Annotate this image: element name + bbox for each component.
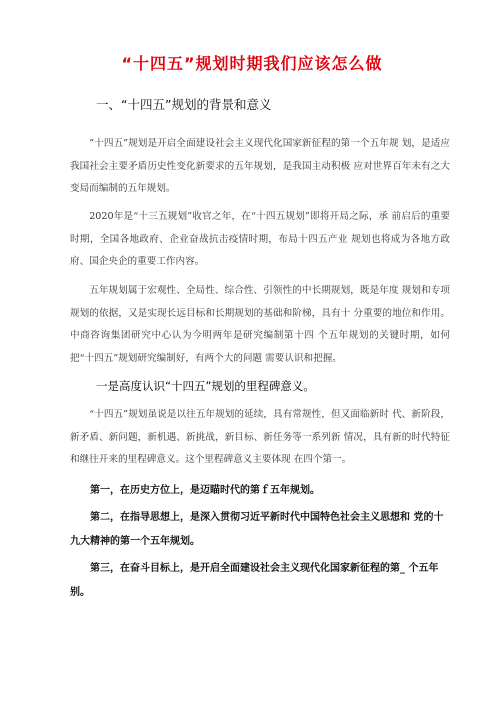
paragraph-4: “十四五”规划虽说是以往五年规划的延续，具有常规性，但又面临新时 代、新阶段，新矛盾、新问题，新机遇、新挑战，新目标、新任务等一系列新 情况，具有新的时代特征和继往开来的里程碑意义。这个里程碑意义主要体现 在四个第一。 xyxy=(70,409,450,465)
paragraph-2: 2020年是“十三五规划”收官之年，在“十四五规划”即将开局之际，承 前启后的重要时期，全国各地政府、企业奋战抗击疫情时期，布局十四五产业 规划也将成为各地方政府、国企央企的重要工作内容。 xyxy=(70,211,450,267)
subheading: 一是高度认识“十四五”规划的里程碑意义。 xyxy=(96,379,315,393)
point-1: 第一，在历史方位上，是迈瞄时代的第ｆ五年规划。 xyxy=(90,485,320,496)
paragraph-1: ”十四五”规划是开启全面建设社会主义现代化国家新征程的第一个五年规 划，是适应我国社会主要矛盾历史性变化新要求的五年规划，是我国主动积极 应对世界百年未有之大变局而编制的五年规划。 xyxy=(70,138,450,194)
paragraph-3: 五年规划属于宏观性、全局性、综合性、引领性的中长期规划，既是年度 规划和专项规划的依据，又是实现长远目标和长期规划的基础和阶梯，具有十 分重要的地位和作用。中商咨询集团研究中心认为今明两年是研究编制第十四 个五年规划的关键时期，如何把“十四五”规划研究编制好，有两个大的问题 需要认识和把握。 xyxy=(70,285,450,364)
point-3: 第三，在奋斗目标上，是开启全面建设社会主义现代化国家新征程的第_ 个五年别。 xyxy=(70,563,439,598)
document-title: “十四五”规划时期我们应该怎么做 xyxy=(121,54,383,73)
point-2: 第二，在指导思想上，是深入贯彻习近平新时代中国特色社会主义思想和 党的十九大精神的第一个五年规划。 xyxy=(70,512,444,547)
section-heading: 一、“十四五”规划的背景和意义 xyxy=(96,97,272,112)
